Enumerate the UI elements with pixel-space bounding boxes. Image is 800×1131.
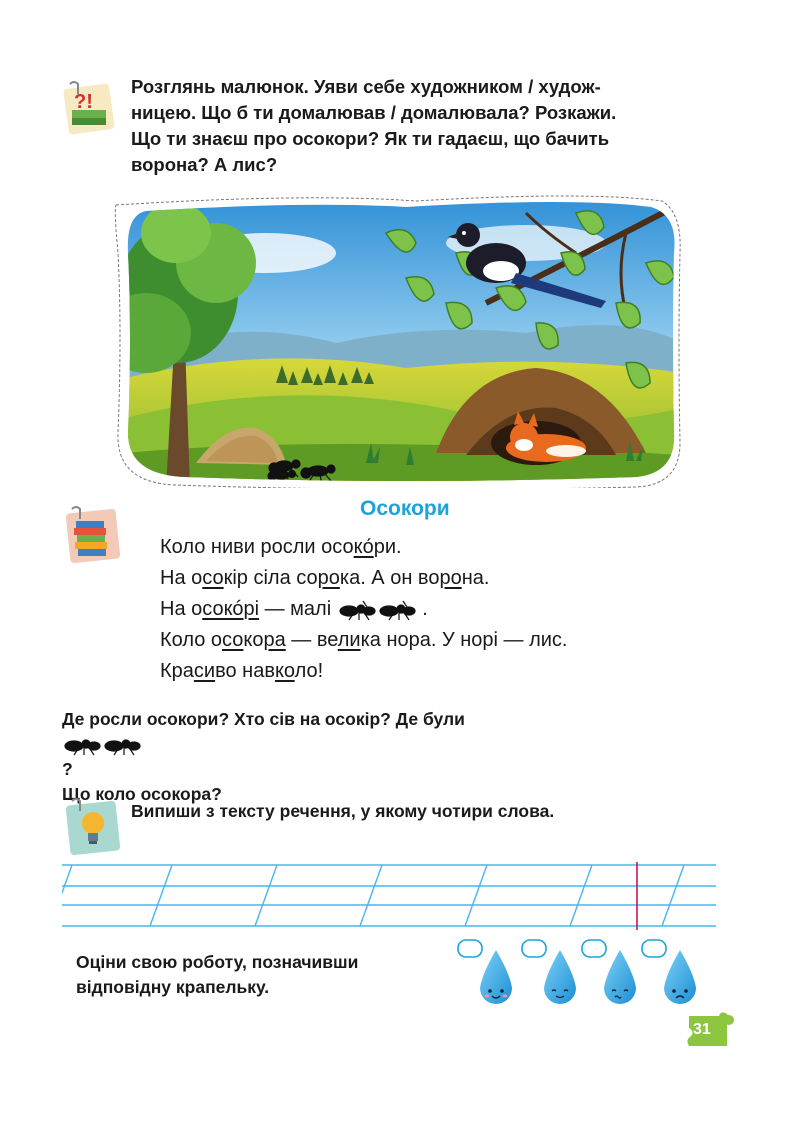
underlined-syllable: си [193,660,216,682]
poem-line [160,532,720,563]
underlined-syllable: со [202,567,224,589]
underlined-syllable: ко́ [353,536,374,558]
text-segment: ка нора. У норі — лис. [360,629,568,651]
text-segment: ? [62,759,73,779]
underlined-syllable: рі [243,598,260,620]
underlined-syllable: ра [263,629,286,651]
self-evaluation-text [76,950,448,1000]
underlined-syllable: ро [317,567,340,589]
drop-sad[interactable] [642,940,696,1004]
text-segment: ло! [294,660,324,682]
task-instruction [131,74,715,178]
ants-icon [337,599,417,621]
task-line: ницею. Що б ти домалював / домалювала? Розкажи. [131,102,617,123]
underlined-syllable: со [222,629,244,651]
text-segment: кір сіла со [223,567,318,589]
question-exclaim-book-icon [60,80,120,140]
books-stack-icon [62,505,124,567]
poem-line [160,563,720,594]
writing-lines[interactable] [62,862,716,930]
poem-line [160,594,720,625]
task-line: ворона? А лис? [131,154,278,175]
illustration [106,193,682,488]
drop-neutral[interactable] [582,940,636,1004]
text-segment: ка. А он во [339,567,440,589]
text-segment: — малі [259,598,337,620]
text-segment: . [416,598,428,620]
question-line: Що коло осокора? [62,784,222,804]
drop-smiling[interactable] [522,940,576,1004]
poem-title: Осокори [360,497,450,520]
page-number-badge [685,1010,735,1052]
poem-text [160,532,720,687]
text-segment: ко [243,629,264,651]
underlined-syllable: сокó [202,598,244,620]
text-segment: — ве [285,629,338,651]
question-line [62,707,722,782]
text-segment: Коло о [160,629,223,651]
evaluation-line: Оціни свою роботу, позначивши [76,952,359,972]
landscape-with-magpie-fox-ants-icon [106,193,682,488]
evaluation-drops [456,936,716,1016]
text-segment: Коло ниви росли осо [160,536,354,558]
text-segment: На о [160,598,203,620]
ants-icon [62,734,142,756]
questions [62,707,722,807]
evaluation-line: відповідну крапельку. [76,977,270,997]
lightbulb-icon [62,797,124,859]
task-instruction: Випиши з тексту речення, у якому чотири слова. [131,801,555,821]
text-segment: на. [461,567,490,589]
task-line: Що ти знаєш про осокори? Як ти гадаєш, що бачить [131,128,610,149]
text-segment: Кра [160,660,194,682]
underlined-syllable: ко [274,660,295,682]
task-line: Розглянь малюнок. Уяви себе художником / худож- [131,76,601,97]
page-number: 31 [693,1021,711,1038]
text-segment: Де росли осокори? Хто сів на осокір? Де були [62,709,465,729]
poem-line [160,656,720,687]
underlined-syllable: ли [337,629,361,651]
svg-text:?!: ?! [74,91,93,113]
text-segment: На о [160,567,203,589]
poem-line [160,625,720,656]
text-segment: ри. [373,536,402,558]
text-segment: во нав [215,660,275,682]
underlined-syllable: ро [439,567,462,589]
drop-happy[interactable] [458,940,512,1004]
